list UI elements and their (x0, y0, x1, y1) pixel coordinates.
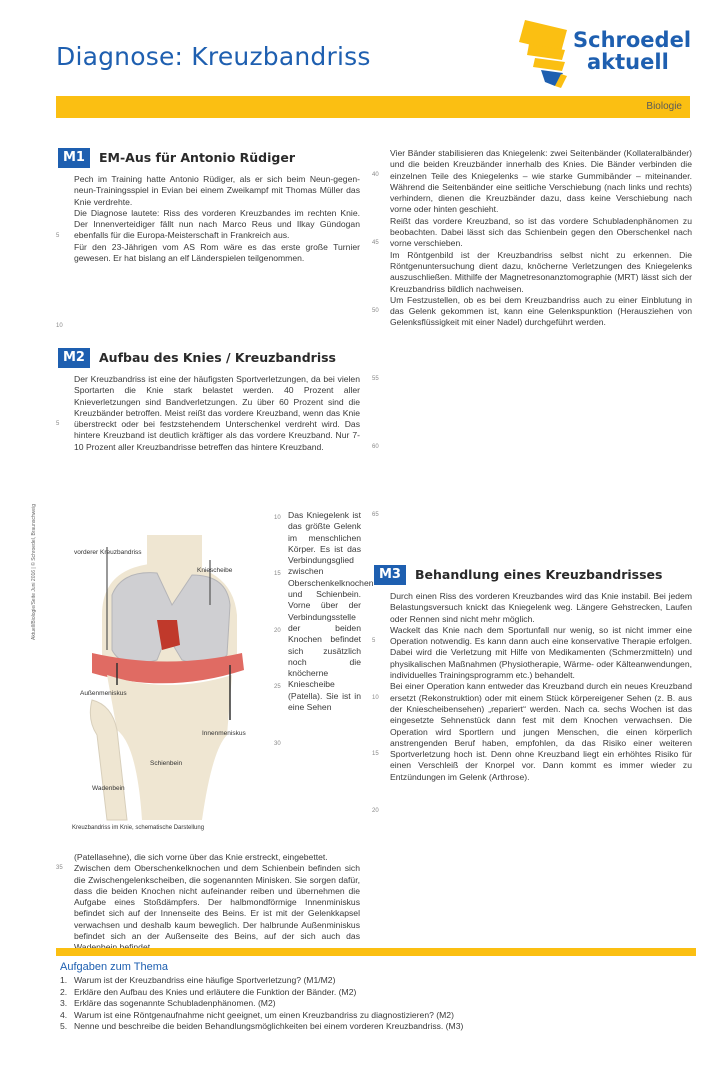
copyright-sidenote: Aktuell/Biologie/Seite Juni 2016 | © Schroedel, Braunschweig (31, 504, 37, 640)
label-lateral-meniscus: Außenmeniskus (80, 690, 127, 697)
label-medial-meniscus: Innenmeniskus (202, 730, 246, 737)
knee-joint-description: Das Kniegelenk ist das größte Gelenk im menschlichen Körper. Es ist das Verbindungsglied zwischen Oberschenkelknochen und Schienbein. Vorne über der Verbindungsstelle der beiden Knochen befindet sich zusätzlich noch die knöcherne Kniescheibe (Patella). Sie ist in eine Sehen (288, 510, 374, 713)
line-number: 15 (372, 751, 379, 757)
task-item (60, 1010, 463, 1021)
label-anterior-cruciate-tear: vorderer Kreuzbandriss (74, 549, 142, 556)
line-number: 20 (274, 628, 281, 634)
knee-illustration (62, 535, 272, 845)
task-item (60, 998, 463, 1009)
task-item (60, 975, 463, 986)
line-number: 5 (56, 233, 60, 239)
m2-paragraph-3: Vier Bänder stabilisieren das Kniegelenk: zwei Seitenbänder (Kollateralbänder) und die beiden Kreuzbänder innerhalb des Knies. Die Bänder verbinden die einzelnen Teile des Kniegelenks – wie starke Gummibänder – miteinander. Während die Seitenbänder eine seitliche Verschiebung (nach links und rechts) verhindern, dienen die Kreuzbänder dazu, dass keine Verschiebung nach vorne oder hinten geschieht. (390, 148, 692, 215)
m1-paragraph: Pech im Training hatte Antonio Rüdiger, als er sich beim Neun-gegen-neun-Trainingsspiel in Evian bei einem Zweikampf mit Thomas Müller das Knie verdrehte. (74, 174, 360, 207)
line-number: 10 (372, 695, 379, 701)
m3-title: Behandlung eines Kreuzbandrisses (415, 567, 663, 583)
task-number: 5. (60, 1021, 68, 1032)
m2-continuation: (Patellasehne), die sich vorne über das Knie erstreckt, eingebettet. (74, 852, 328, 862)
label-fibula: Wadenbein (92, 785, 125, 792)
m1-title: EM-Aus für Antonio Rüdiger (99, 150, 295, 166)
line-number: 10 (56, 323, 63, 329)
header-bar (56, 96, 690, 118)
m2-title: Aufbau des Knies / Kreuzbandriss (99, 350, 336, 366)
line-number: 45 (372, 240, 379, 246)
logo-text-aktuell: aktuell (587, 50, 669, 74)
m3-badge: M3 (374, 565, 406, 585)
line-number: 10 (274, 515, 281, 521)
m2-badge: M2 (58, 348, 90, 368)
m2-right-column (374, 148, 692, 543)
tasks-title: Aufgaben zum Thema (60, 961, 169, 973)
figure-caption: Kreuzbandriss im Knie, schematische Darstellung (72, 825, 205, 831)
line-number: 60 (372, 444, 379, 450)
section-m2 (58, 348, 360, 453)
line-number: 55 (372, 376, 379, 382)
task-text: Erkläre den Aufbau des Knies und erläutere die Funktion der Bänder. (M2) (74, 986, 357, 997)
m2-paragraph-5: Im Röntgenbild ist der Kreuzbandriss selbst nicht zu erkennen. Die Röntgenuntersuchung dient dazu, knöcherne Verletzungen des Kniegelenks auszuschließen. Mithilfe der Magnetresonanztomographie (MRT) lässt sich der Kreuzbandriss bildlich nachweisen. (390, 249, 692, 294)
label-tibia: Schienbein (150, 760, 183, 767)
line-number: 20 (372, 808, 379, 814)
m3-paragraph: Durch einen Riss des vorderen Kreuzbandes wird das Knie instabil. Bei jedem Belastungsversuch knickt das Kniegelenk weg. Längere Gehstrecken, Laufen oder Rennen sind nicht mehr möglich. (390, 591, 692, 624)
m2-paragraph-1: Der Kreuzbandriss ist eine der häufigsten Sportverletzungen, da bei vielen Sportarten die Knie stark belastet werden. 40 Prozent aller Knieverletzungen sind Bandverletzungen. Zu über 60 Prozent sind die Kreuzbänder betroffen. Meist reißt das vordere Kreuzband, wenn das Knie überstreckt oder bei festzstehendem Unterschenkel verdreht wird. Das hintere Kreuzband ist deutlich kräftiger als das vordere Kreuzband. Nur 7-10 Prozent aller Kreuzbandrisse betreffen das hintere Kreuzband. (74, 374, 360, 452)
m1-paragraph: Für den 23-Jährigen vom AS Rom wäre es das erste große Turnier gewesen. Er hat bislang an elf Länderspielen teilgenommen. (74, 241, 360, 264)
line-number: 25 (274, 684, 281, 690)
line-number: 15 (274, 571, 281, 577)
task-item (60, 1021, 463, 1032)
task-item (60, 987, 463, 998)
line-number: 5 (372, 638, 376, 644)
line-number: 5 (56, 421, 60, 427)
tasks-divider-bar (56, 948, 696, 956)
line-number: 50 (372, 308, 379, 314)
m3-paragraph: Wackelt das Knie nach dem Sportunfall nur wenig, so ist nicht immer eine Operation notwendig. Es kann dann auch eine konservative Therapie erfolgen. Dabei wird die Verletzung mit Hilfe von Medikamenten (Schmerzmitteln) und physikalischen Maßnahmen (Physiotherapie, Wärme- oder Kälteanwendungen, individuelles Trainingsprogramm etc.) behandelt. (390, 624, 692, 681)
publisher-logo (515, 18, 700, 90)
label-patella: Kniescheibe (197, 567, 233, 574)
task-text: Erkläre das sogenannte Schubladenphänomen. (M2) (74, 998, 276, 1009)
m2-continued (58, 852, 360, 954)
line-number: 30 (274, 741, 281, 747)
tasks-section (60, 962, 463, 1032)
line-number: 65 (372, 512, 379, 518)
m1-paragraph: Die Diagnose lautete: Riss des vorderen Kreuzbandes im rechten Knie. Der Innenverteidiger fällt nun nach Marco Reus und Ilkay Gündogan ebenfalls für die Europa-Meisterschaft in Frankreich aus. (74, 207, 360, 241)
task-number: 1. (60, 975, 68, 986)
subject-label: Biologie (646, 101, 682, 112)
line-number: 40 (372, 172, 379, 178)
task-text: Warum ist eine Röntgenaufnahme nicht geeignet, um einen Kreuzbandriss zu diagnostizieren? (M2) (74, 1009, 454, 1020)
section-m1 (56, 148, 360, 329)
task-text: Warum ist der Kreuzbandriss eine häufige Sportverletzung? (M1/M2) (74, 975, 336, 986)
page-title: Diagnose: Kreuzbandriss (56, 42, 371, 71)
task-text: Nenne und beschreibe die beiden Behandlungsmöglichkeiten bei einem vorderen Kreuzbandriss. (M3) (74, 1021, 464, 1032)
line-number: 35 (56, 865, 63, 871)
task-number: 3. (60, 998, 68, 1009)
m3-paragraph: Bei einer Operation kann entweder das Kreuzband durch ein neues Kreuzband ersetzt (Rekonstruktion) oder mit einem Stück körpereigener Sehen (z. B. aus der Kniescheibensehen) „repariert“ werden. Nach ca. sechs Wochen ist das eingesetzte Sehnenstück dann fest mit dem Knochen verwachsen. Die Operation wird Sportlern und jungen Menschen, die einen körperlich anstrengenden Beruf haben, empfohlen, da das Risiko einer weiteren Sportverletzung hoch ist. Denn ohne Kreuzband liegt ein erhöhtes Risiko für einen Verschleiß der Knorpel vor. Dann kommt es immer wieder zu Entzündungen im Gelenk (Arthrose). (390, 681, 692, 782)
m2-paragraph-2: Zwischen dem Oberschenkelknochen und dem Schienbein befinden sich die Zwischengelenkscheiben, die sogenannten Minisken. Sie sorgen dafür, dass die beiden Knochen nicht aufeinander reiben und übernehmen die Aufgabe eines Stoßdämpfers. Der halbmondförmige Innenminiskus befindet sich auf der Innenseite des Beins. Er ist mit der Gelenkkapsel verwachsen und deshalb kaum beweglich. Der halbrunde Außenminiskus befindet sich an der Außenseite des Beins, auf der sich auch das (74, 863, 360, 942)
task-number: 2. (60, 986, 68, 997)
m1-badge: M1 (58, 148, 90, 168)
m2-paragraph-6: Um Festzustellen, ob es bei dem Kreuzbandriss auch zu einer Einblutung in das Gelenk gekommen ist, kann eine Gelenkspunktion (Herausziehen von Gelenksflüssigkeit mit einer Nadel) durchgeführt werden. (390, 294, 692, 328)
logo-text-schroedel: Schroedel (573, 28, 692, 52)
m2-narrow-text (274, 510, 374, 747)
task-number: 4. (60, 1009, 68, 1020)
section-m3 (372, 565, 692, 814)
m2-paragraph-4: Reißt das vordere Kreuzband, so ist das vordere Schubladenphänomen zu beobachten. Dabei lässt sich das Schienbein gegen den Oberschenkel nach vorne verschieben. (390, 215, 692, 249)
knee-anatomy-image (62, 535, 272, 820)
